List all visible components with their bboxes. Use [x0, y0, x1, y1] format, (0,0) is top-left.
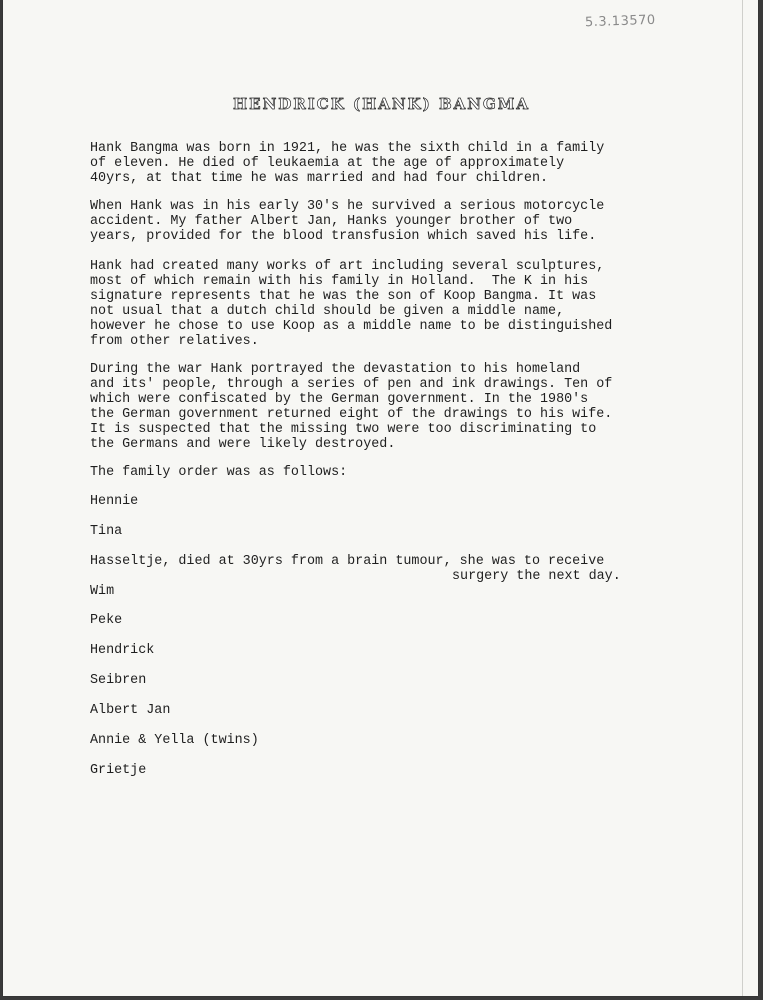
text-line: 40yrs, at that time he was married and had four children. [90, 171, 549, 186]
text-line: from other relatives. [90, 334, 259, 349]
family-member-hasseltje-note: surgery the next day. [452, 569, 621, 584]
family-member-annie-yella: Annie & Yella (twins) [90, 733, 259, 748]
family-member-wim: Wim [90, 584, 115, 599]
family-member-albert-jan: Albert Jan [90, 703, 171, 718]
handwritten-annotation: 5.3.13570 [584, 12, 656, 31]
page-title: HENDRICK (HANK) BANGMA [232, 95, 531, 113]
paragraph-1 [90, 141, 604, 186]
family-member-seibren: Seibren [90, 673, 147, 688]
text-line: It is suspected that the missing two were too discriminating to [90, 422, 597, 437]
paragraph-4 [90, 362, 612, 452]
text-line: most of which remain with his family in Holland. The K in his [90, 274, 589, 289]
family-intro: The family order was as follows: [90, 465, 348, 480]
text-line: which were confiscated by the German government. In the 1980's [90, 392, 589, 407]
text-line: Hank had created many works of art including several sculptures, [90, 259, 605, 274]
text-line: During the war Hank portrayed the devastation to his homeland [90, 362, 581, 377]
paragraph-3 [90, 259, 612, 349]
family-member-hasseltje: Hasseltje, died at 30yrs from a brain tumour, she was to receive [90, 554, 605, 569]
family-member-hennie: Hennie [90, 494, 139, 509]
text-line: and its' people, through a series of pen and ink drawings. Ten of [90, 377, 613, 392]
text-line: the German government returned eight of the drawings to his wife. [90, 407, 613, 422]
text-line: not usual that a dutch child should be given a middle name, [90, 304, 565, 319]
page-edge [742, 0, 743, 996]
family-member-hendrick: Hendrick [90, 643, 155, 658]
text-line: years, provided for the blood transfusion which saved his life. [90, 229, 597, 244]
family-member-grietje: Grietje [90, 763, 147, 778]
text-line: accident. My father Albert Jan, Hanks younger brother of two [90, 214, 573, 229]
text-line: the Germans and were likely destroyed. [90, 437, 396, 452]
text-line: signature represents that he was the son of Koop Bangma. It was [90, 289, 597, 304]
text-line: however he chose to use Koop as a middle name to be distinguished [90, 319, 613, 334]
text-line: of eleven. He died of leukaemia at the age of approximately [90, 156, 565, 171]
family-member-peke: Peke [90, 613, 123, 628]
paragraph-2 [90, 199, 604, 244]
text-line: When Hank was in his early 30's he survived a serious motorcycle [90, 199, 605, 214]
family-member-tina: Tina [90, 524, 123, 539]
text-line: Hank Bangma was born in 1921, he was the sixth child in a family [90, 141, 605, 156]
